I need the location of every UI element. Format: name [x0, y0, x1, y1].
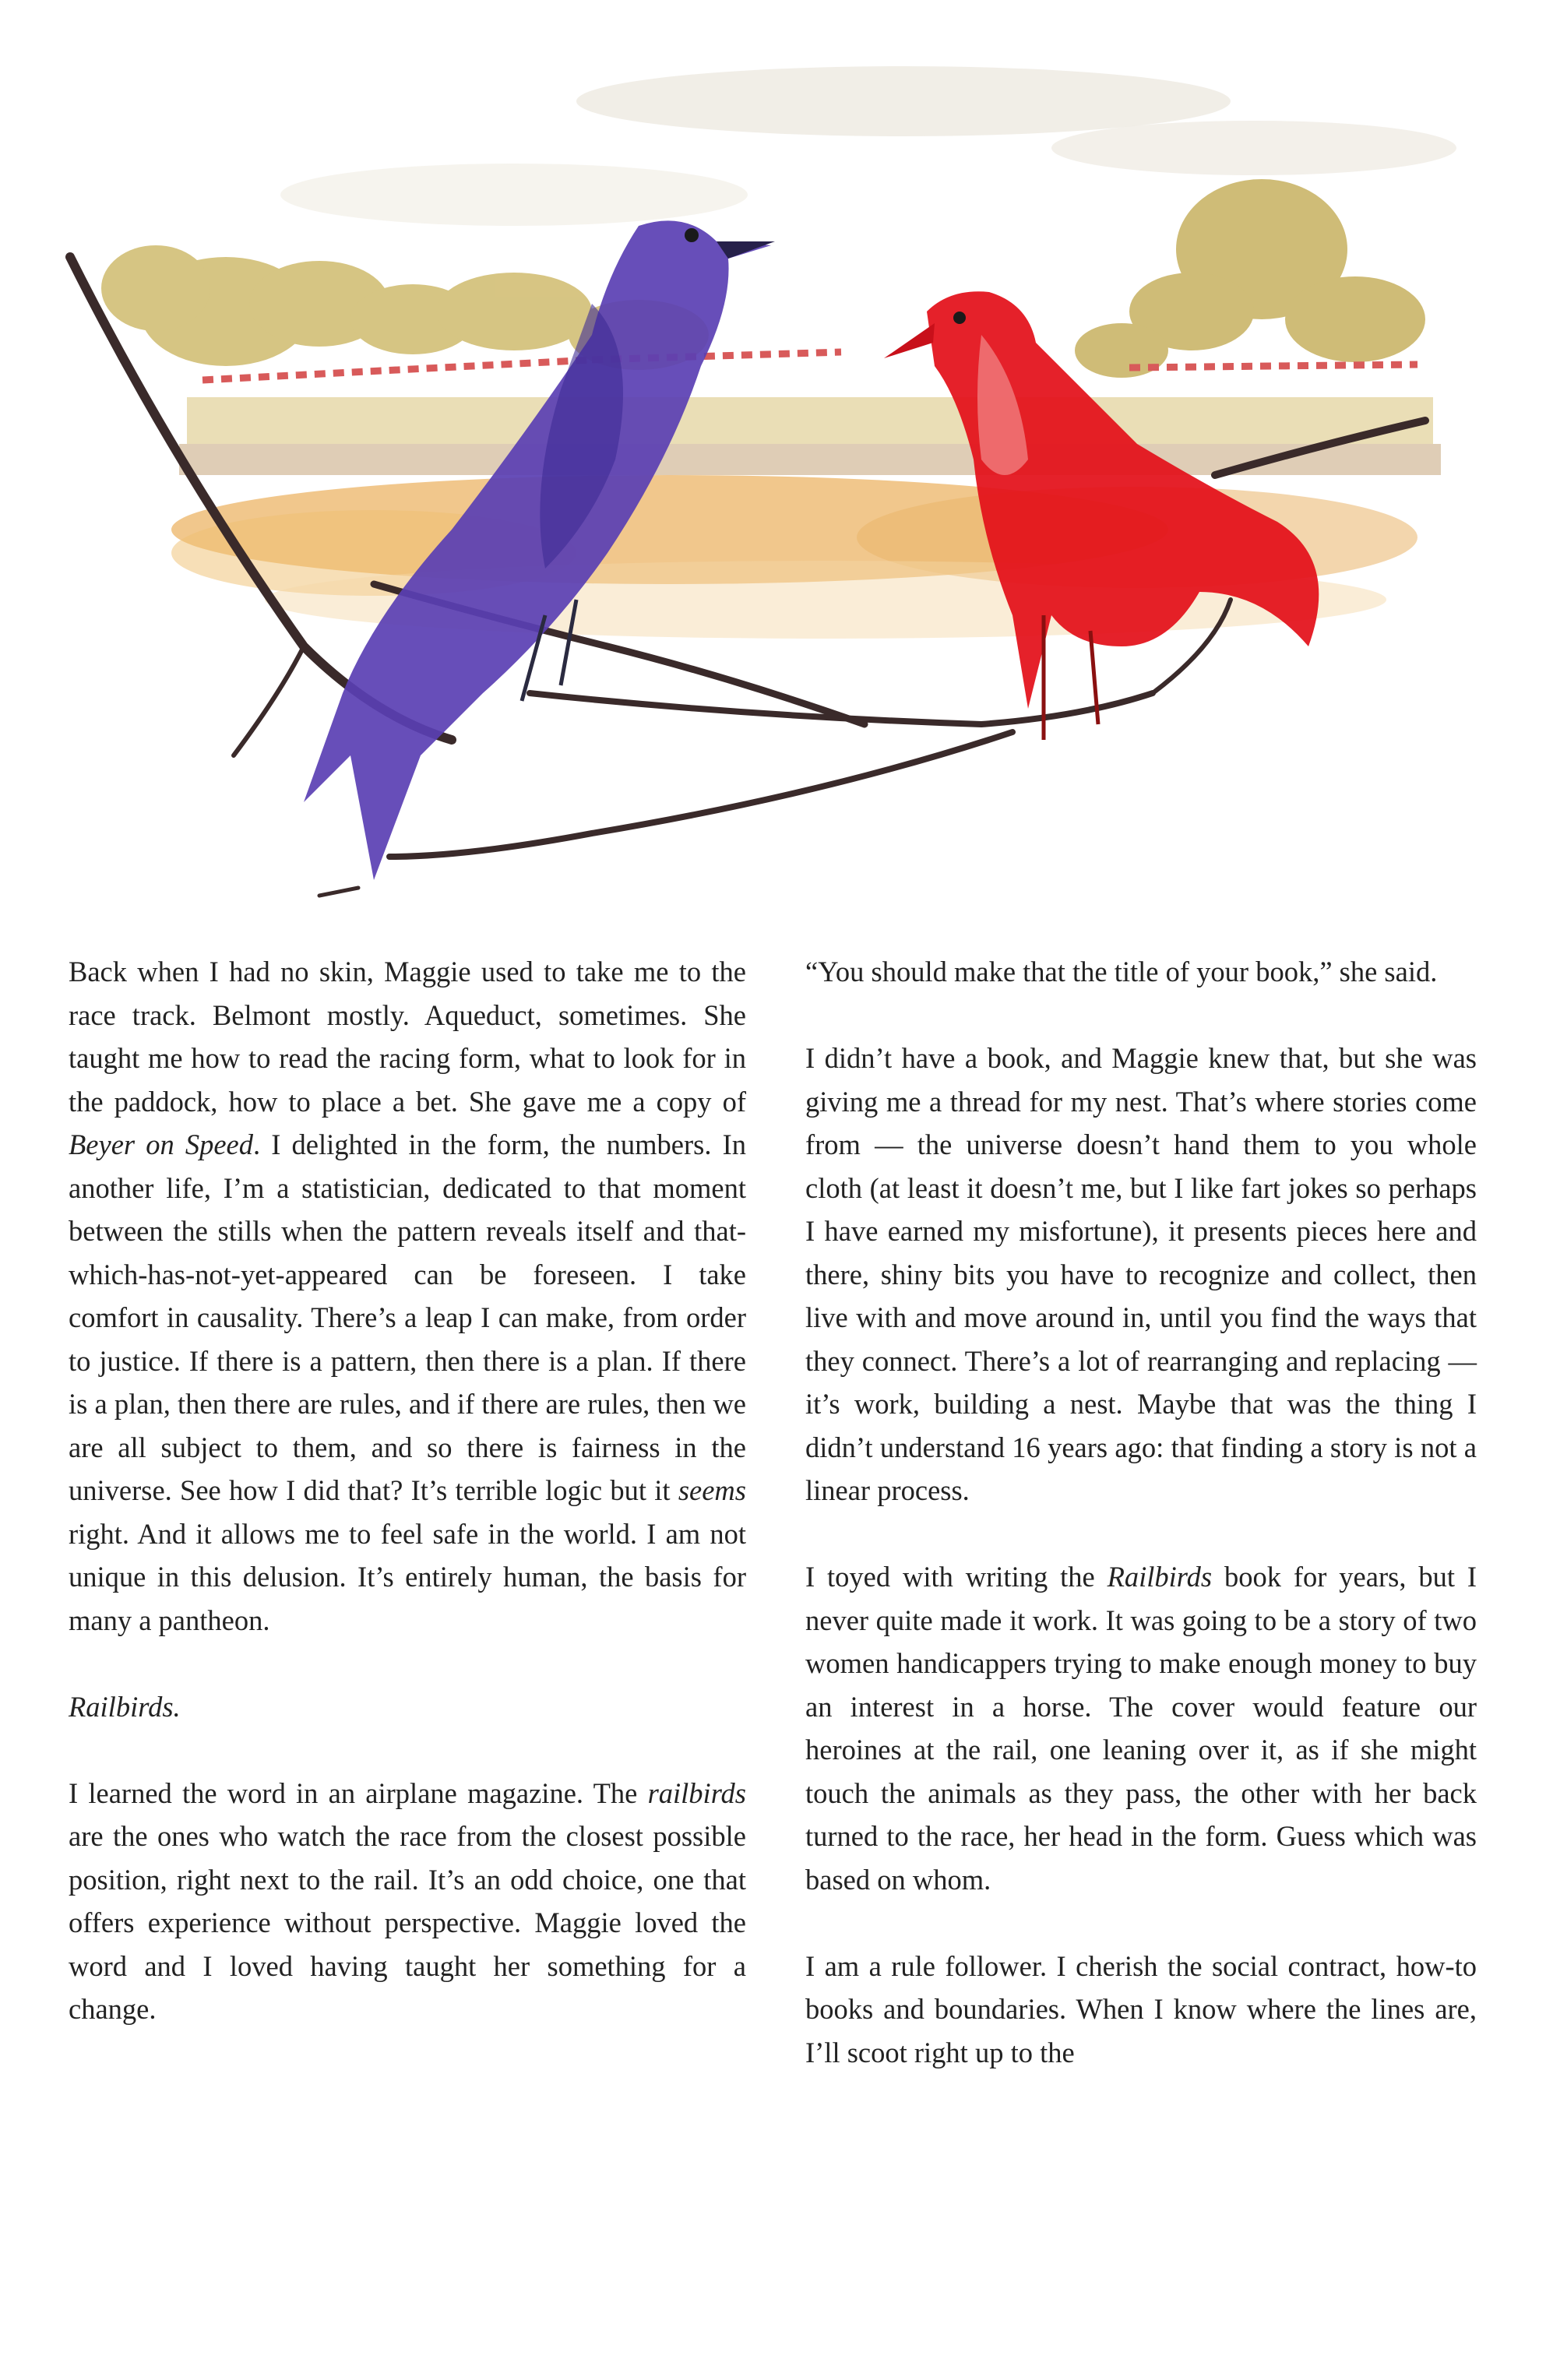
rail-right — [1129, 364, 1417, 368]
left-column — [69, 950, 746, 2031]
rail-left — [202, 352, 841, 380]
railbirds-illustration — [47, 55, 1503, 935]
paragraph: I toyed with writing the Railbirds book for years, but I never quite made it work. It was going to be a story of two women handicappers trying to make enough money to buy an interest in a horse. The cover would feature our heroines at the rail, one leaning over it, as if she might touch the animals as they pass, the other with her back turned to the race, her head in the form. Guess which was based on whom. — [805, 1561, 1477, 1896]
right-column — [805, 950, 1477, 2074]
foliage-right — [1075, 179, 1425, 378]
purple-bird-eye — [685, 228, 699, 242]
sky-wash — [576, 66, 1231, 136]
paragraph: Back when I had no skin, Maggie used to take me to the race track. Belmont mostly. Aqueduct, sometimes. She taught me how to read the racing form, what to look for in the paddock, how to place a bet. She gave me a copy of Beyer on Speed. I delighted in the form, the numbers. In another life, I’m a statistician, dedicated to that moment between the stills when the pattern reveals itself and that-which-has-not-yet-appeared can be foreseen. I take comfort in causality. There’s a leap I can make, from order to justice. If there is a pattern, then there is a plan. If there is a plan, then there are rules, and if there are rules, then we are all subject to them, and so there is fairness in the universe. See how I did that? It’s terrible logic but it seems right. And it allows me to feel safe in the world. I am not unique in this delusion. It’s entirely human, the basis for many a pantheon. — [69, 956, 746, 1636]
paragraph: I learned the word in an airplane magazine. The railbirds are the ones who watch the race from the closest possible position, right next to the rail. It’s an odd choice, one that offers experience without perspective. Maggie loved the word and I loved having taught her something for a change. — [69, 1776, 746, 2025]
paragraph: I didn’t have a book, and Maggie knew that, but she was giving me a thread for my nest. That’s where stories come from — the universe doesn’t hand them to you whole cloth (at least it doesn’t me, but I like fart jokes so perhaps I have earned my misfortune), it presents pieces here and there, shiny bits you have to recognize and collect, then live with and move around in, until you find the ways that they connect. There’s a lot of rearranging and replacing — it’s work, building a nest. Maybe that was the thing I didn’t understand 16 years ago: that finding a story is not a linear process. — [805, 1042, 1477, 1506]
paragraph: I am a rule follower. I cherish the social contract, how-to books and boundaries. When I know where the lines are, I’ll scoot right up to the — [805, 1949, 1477, 2068]
red-bird-eye — [953, 312, 966, 324]
red-bird-beak — [884, 323, 935, 358]
paragraph: Railbirds. — [69, 1690, 181, 1723]
paragraph: “You should make that the title of your book,” she said. — [805, 956, 1438, 988]
